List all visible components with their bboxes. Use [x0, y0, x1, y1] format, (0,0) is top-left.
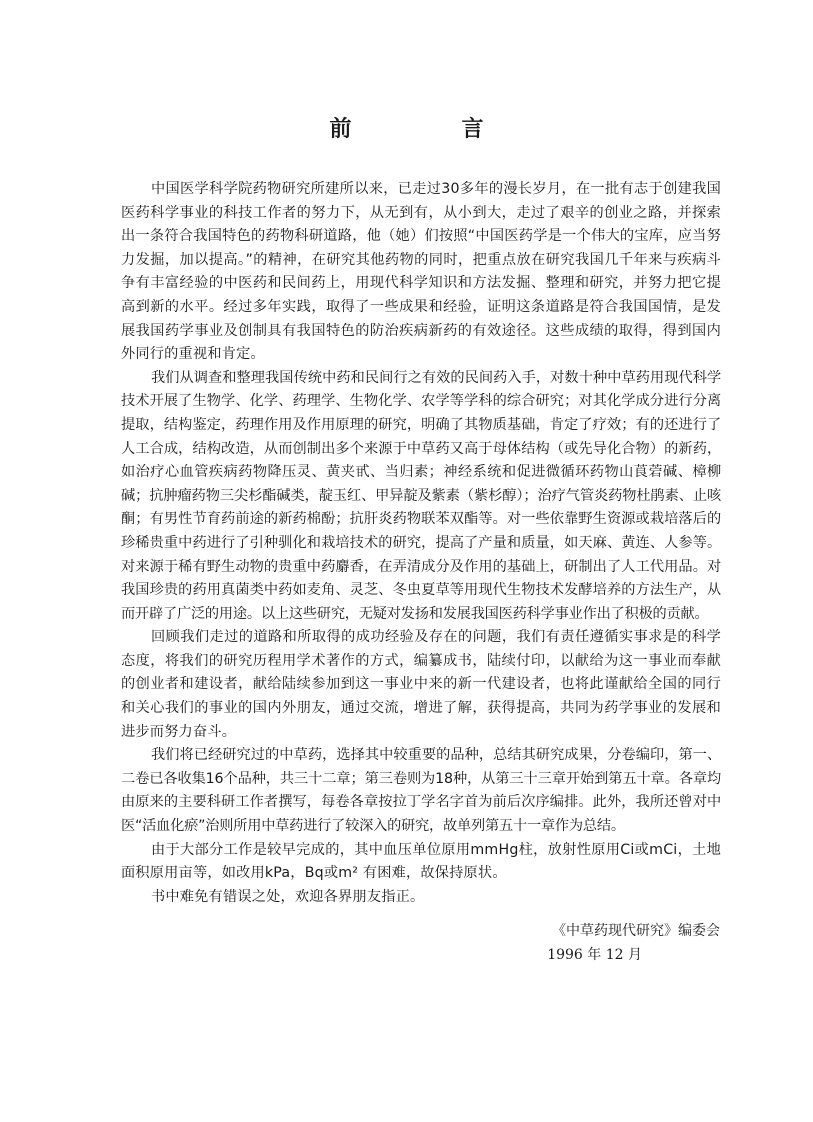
paragraph-2: 我们从调查和整理我国传统中药和民间行之有效的民间药入手，对数十种中草药用现代科学技术开展了生物学、化学、药理学、生物化学、农学等学科的综合研究；对其化学成分进行分离提取，结构鉴定，药理作用及作用原理的研究，明确了其物质基础，肯定了疗效；有的还进行了人工合成，结构改造，从而创制出多个来源于中草药又高于母体结构（或先导化合物）的新药，如治疗心血管疾病药物降压灵、黄夹甙、当归素；神经系统和促进微循环药物山莨菪碱、樟柳碱；抗肿瘤药物三尖杉酯碱类，靛玉红、甲异靛及紫素（紫杉醇）；治疗气管炎药物杜鹃素、止咳酮；有男性节育药前途的新药棉酚；抗肝炎药物联苯双酯等。对一些依靠野生资源或栽培落后的珍稀贵重中药进行了引种驯化和栽培技术的研究，提高了产量和质量，如天麻、黄连、人参等。对来源于稀有野生动物的贵重中药麝香，在弄清成分及作用的基础上，研制出了人工代用品。对我国珍贵的药用真菌类中药如麦角、灵芝、冬虫夏草等用现代生物技术发酵培养的方法生产，从而开辟了广泛的用途。以上这些研究，无疑对发扬和发展我国医药科学事业作出了积极的贡献。 — [121, 369, 721, 622]
paragraph-4: 我们将已经研究过的中草药，选择其中较重要的品种，总结其研究成果，分卷编印，第一、二卷已各收集16个品种，共三十二章；第三卷则为18种，从第三十三章开始到第五十章。各章均由原来的主要科研工作者撰写，每卷各章按拉丁学名字首为前后次序编排。此外，我所还曾对中医“活血化瘀”治则所用中草药进行了较深入的研究，故单列第五十一章作为总结。 — [121, 747, 721, 835]
signature-date: 1996 年 12 月 — [547, 947, 642, 963]
page-title: 前 言 — [329, 117, 528, 142]
paragraph-6: 书中难免有错误之处，欢迎各界朋友指正。 — [151, 888, 425, 905]
signature-block — [440, 919, 720, 967]
paragraph-3: 回顾我们走过的道路和所取得的成功经验及存在的问题，我们有责任遵循实事求是的科学态度，将我们的研究历程用学术著作的方式，编纂成书，陆续付印，以献给为这一事业而奉献的创业者和建设者，献给陆续参加到这一事业中来的新一代建设者，也将此谨献给全国的同行和关心我们的事业的国内外朋友，通过交流，增进了解，获得提高，共同为药学事业的发展和进步而努力奋斗。 — [121, 629, 721, 740]
preface-body — [121, 178, 721, 909]
editorial-committee: 《中草药现代研究》编委会 — [552, 923, 720, 939]
paragraph-5: 由于大部分工作是较早完成的，其中血压单位原用mmHg柱，放射性原用Ci或mCi，土地面积原用亩等，如改用kPa，Bq或m² 有困难，故保持原状。 — [121, 841, 721, 882]
paragraph-1: 中国医学科学院药物研究所建所以来，已走过30多年的漫长岁月，在一批有志于创建我国医药科学事业的科技工作者的努力下，从无到有，从小到大，走过了艰辛的创业之路，并探索出一条符合我国特色的药物科研道路，他（她）们按照“中国医药学是一个伟大的宝库，应当努力发掘，加以提高。”的精神，在研究其他药物的同时，把重点放在研究我国几千年来与疾病斗争有丰富经验的中医药和民间药上，用现代科学知识和方法发掘、整理和研究，并努力把它提高到新的水平。经过多年实践，取得了一些成果和经验，证明这条道路是符合我国国情，是发展我国药学事业及创制具有我国特色的防治疾病新药的有效途径。这些成绩的取得，得到国内外同行的重视和肯定。 — [121, 181, 721, 363]
